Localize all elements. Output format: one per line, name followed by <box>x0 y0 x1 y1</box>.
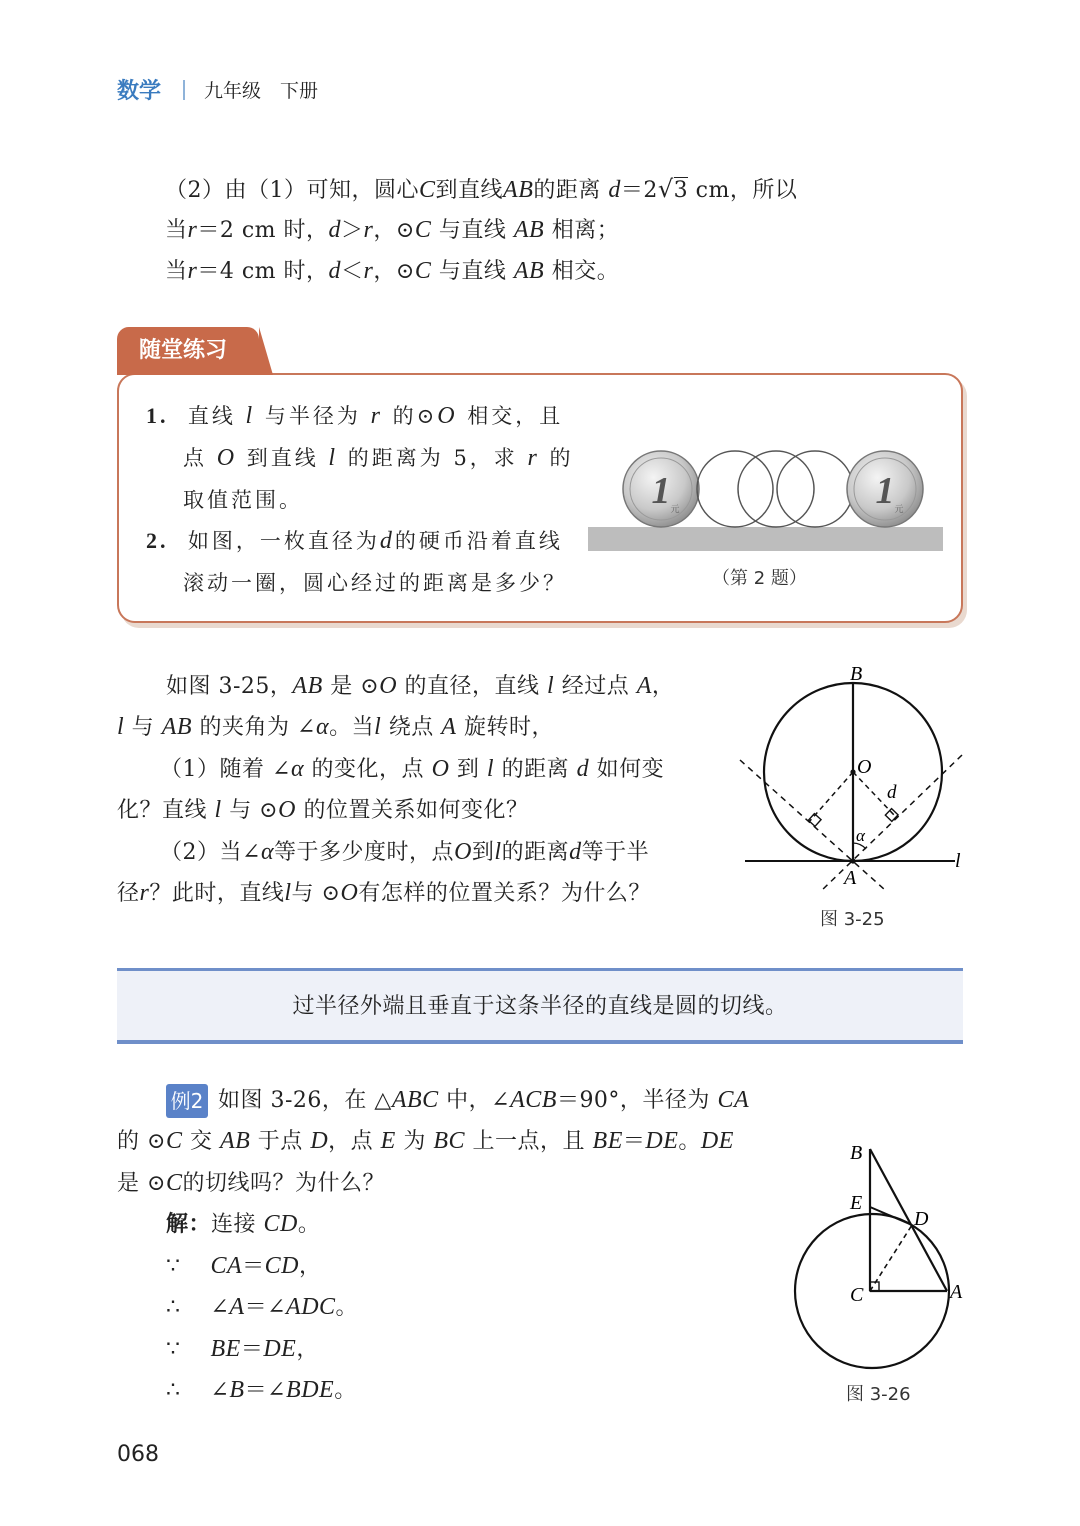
example-line-2: 的 ⊙C 交 AB 于点 D，点 E 为 BC 上一点，且 BE＝DE。DE <box>117 1128 734 1154</box>
coin-left-value: 1 <box>651 470 671 512</box>
coin-figure-caption: （第 2 题） <box>712 568 807 589</box>
practice-q1-line-2: 点 O 到直线 l 的距离为 5，求 r 的 <box>183 445 574 471</box>
explore-line-6: 径r？此时，直线l与 ⊙O有怎样的位置关系？为什么？ <box>117 880 651 906</box>
practice-title: 随堂练习 <box>117 327 259 375</box>
explore-line-4: 化？直线 l 与 ⊙O 的位置关系如何变化？ <box>117 797 529 823</box>
coin-right-unit: 元 <box>894 504 904 514</box>
page-number: 068 <box>117 1442 159 1467</box>
figure-3-26 <box>780 1135 980 1380</box>
roll-circle-2 <box>738 451 814 527</box>
label-c: C <box>850 1284 864 1306</box>
roll-circle-1 <box>697 451 773 527</box>
explore-line-2: l 与 AB 的夹角为 ∠α。当l 绕点 A 旋转时， <box>117 714 554 740</box>
figure-3-26-caption: 图 3-26 <box>846 1384 911 1405</box>
solution-line-3: 当r＝4 cm 时，d＜r，⊙C 与直线 AB 相交。 <box>165 258 620 284</box>
label-o: O <box>857 756 872 778</box>
label-e: E <box>850 1192 863 1214</box>
solution-step-2: ∵ CA＝CD， <box>166 1253 322 1279</box>
practice-q1-line-3: 取值范围。 <box>183 488 303 512</box>
example-badge: 例2 <box>166 1084 208 1118</box>
label-alpha: α <box>856 826 865 845</box>
segment-cd <box>870 1225 912 1291</box>
header-divider <box>183 80 185 100</box>
practice-q2-line-1: 2. 如图，一枚直径为d的硬币沿着直线 <box>146 528 563 554</box>
segment-ab <box>870 1149 947 1291</box>
coin-left-unit: 元 <box>670 504 680 514</box>
subject-title: 数学 <box>117 79 162 104</box>
point-a <box>850 858 855 863</box>
roll-circle-3 <box>777 451 853 527</box>
label-l: l <box>955 850 961 872</box>
explore-line-3: （1）随着 ∠α 的变化，点 O 到 l 的距离 d 如何变 <box>160 756 665 782</box>
solution-step-3: ∴ ∠A＝∠ADC。 <box>166 1294 359 1320</box>
solution-line-1: （2）由（1）可知，圆心C到直线AB的距离 d＝2√3 cm，所以 <box>165 175 798 203</box>
practice-q1-line-1: 1. 直线 l 与半径为 r 的⊙O 相交，且 <box>146 403 564 429</box>
example-line-3: 是 ⊙C的切线吗？为什么？ <box>117 1170 385 1196</box>
label-d: D <box>914 1208 929 1230</box>
rotated-line-2 <box>820 755 962 892</box>
label-a: A <box>844 867 857 889</box>
theorem-box: 过半径外端且垂直于这条半径的直线是圆的切线。 <box>117 968 963 1044</box>
coin-figure <box>585 445 945 555</box>
solution-step-5: ∴ ∠B＝∠BDE。 <box>166 1377 357 1403</box>
explore-line-1: 如图 3-25，AB 是 ⊙O 的直径，直线 l 经过点 A， <box>166 673 675 699</box>
figure-3-25-caption: 图 3-25 <box>820 909 885 930</box>
center-point-o <box>850 769 855 774</box>
ground-line <box>588 527 943 551</box>
solution-line-2: 当r＝2 cm 时，d＞r，⊙C 与直线 AB 相离； <box>165 217 620 243</box>
solution-step-4: ∵ BE＝DE， <box>166 1336 319 1362</box>
explore-line-5: （2）当∠α等于多少度时，点O到l的距离d等于半 <box>160 839 650 865</box>
label-a: A <box>950 1281 963 1303</box>
grade-label: 九年级 下册 <box>204 80 319 102</box>
sqrt-symbol: √ <box>657 175 674 203</box>
label-b: B <box>850 663 863 685</box>
solution-step-1: 解：连接 CD。 <box>166 1211 321 1237</box>
practice-q2-line-2: 滚动一圈，圆心经过的距离是多少？ <box>183 571 567 595</box>
label-d: d <box>887 782 897 803</box>
rotated-line-1 <box>740 760 885 890</box>
example-line-1: 如图 3-26，在 △ABC 中，∠ACB＝90°，半径为 CA <box>218 1087 750 1113</box>
figure-3-25 <box>730 660 980 900</box>
label-b: B <box>850 1142 863 1164</box>
coin-right-value: 1 <box>875 470 895 512</box>
